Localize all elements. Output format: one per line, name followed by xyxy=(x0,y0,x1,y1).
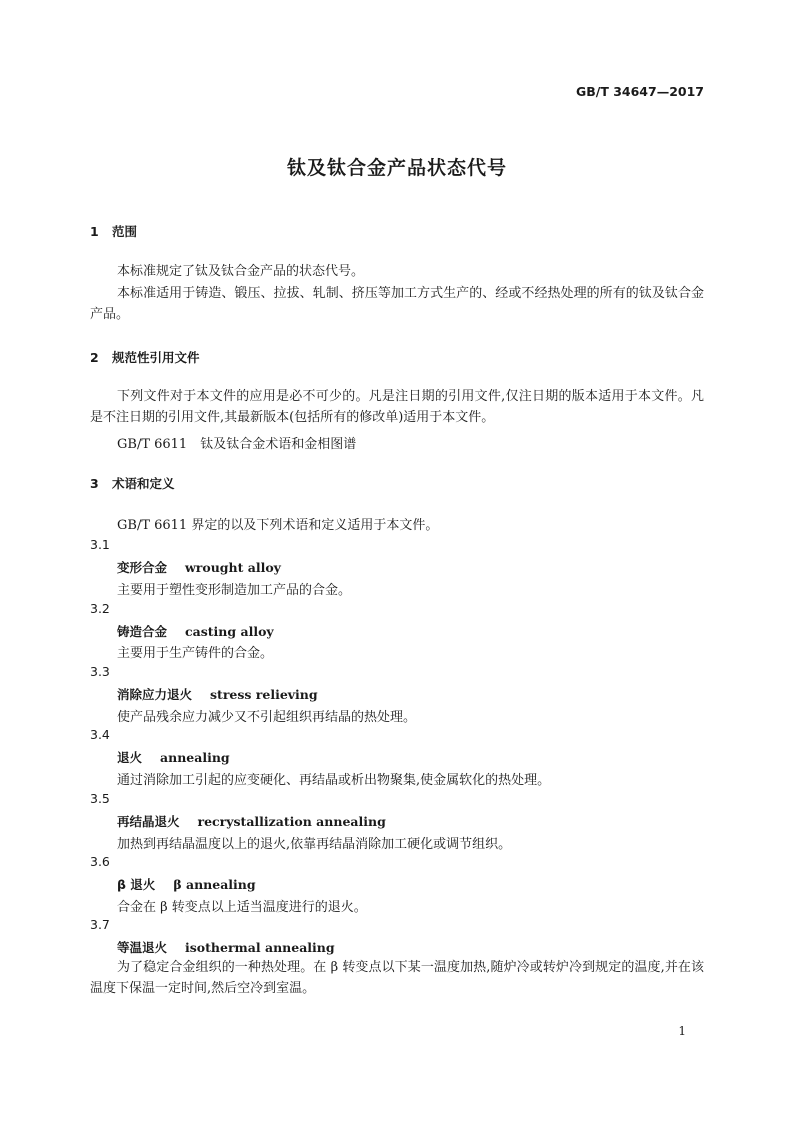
section-3-intro: GB/T 6611 界定的以及下列术语和定义适用于本文件。 xyxy=(117,518,439,533)
section-2-heading xyxy=(90,348,200,366)
term-number: 3.3 xyxy=(90,664,110,679)
term-name-zh: 消除应力退火 xyxy=(117,687,193,702)
term-definition: 使产品残余应力减少又不引起组织再结晶的热处理。 xyxy=(117,710,417,725)
document-title: 钛及钛合金产品状态代号 xyxy=(286,157,507,179)
term-name xyxy=(117,938,335,956)
section-3-heading xyxy=(90,474,175,492)
term-name xyxy=(117,812,386,830)
term-number: 3.5 xyxy=(90,791,110,806)
term-definition: 主要用于生产铸件的合金。 xyxy=(117,646,274,661)
term-number: 3.2 xyxy=(90,601,110,616)
term-name-en: annealing xyxy=(160,750,230,765)
term-name xyxy=(117,558,281,576)
page-number: 1 xyxy=(678,1024,686,1038)
term-name-en: β annealing xyxy=(173,877,256,892)
section-2-paragraph-1: 下列文件对于本文件的应用是必不可少的。凡是注日期的引用文件,仅注日期的版本适用于本文件。凡是不注日期的引用文件,其最新版本(包括所有的修改单)适用于本文件。 xyxy=(90,389,704,425)
standard-code: GB/T 34647—2017 xyxy=(575,84,704,99)
section-number: 3 xyxy=(90,476,99,491)
term-name-zh: 铸造合金 xyxy=(117,624,168,639)
section-1-paragraph-2: 本标准适用于铸造、锻压、拉拔、轧制、挤压等加工方式生产的、经或不经热处理的所有的钛及钛合金产品。 xyxy=(90,286,704,322)
term-name xyxy=(117,748,230,766)
term-number: 3.6 xyxy=(90,854,110,869)
section-1-heading xyxy=(90,222,137,240)
section-title: 范围 xyxy=(112,224,138,239)
section-title: 术语和定义 xyxy=(112,476,175,491)
term-number: 3.1 xyxy=(90,537,110,552)
term-name-en: casting alloy xyxy=(185,624,274,639)
term-number: 3.4 xyxy=(90,727,110,742)
term-number: 3.7 xyxy=(90,917,110,932)
term-name-en: wrought alloy xyxy=(185,560,281,575)
term-definition: 通过消除加工引起的应变硬化、再结晶或析出物聚集,使金属软化的热处理。 xyxy=(117,773,551,788)
term-definition: 主要用于塑性变形制造加工产品的合金。 xyxy=(117,583,352,598)
section-number: 2 xyxy=(90,350,99,365)
term-name-zh: 退火 xyxy=(117,750,143,765)
term-definition: 加热到再结晶温度以上的退火,依靠再结晶消除加工硬化或调节组织。 xyxy=(117,837,512,852)
term-name xyxy=(117,875,256,893)
section-title: 规范性引用文件 xyxy=(112,350,200,365)
term-name-en: stress relieving xyxy=(210,687,318,702)
term-name xyxy=(117,685,318,703)
section-number: 1 xyxy=(90,224,99,239)
section-1-paragraph-1: 本标准规定了钛及钛合金产品的状态代号。 xyxy=(117,264,365,279)
term-definition: 合金在 β 转变点以上适当温度进行的退火。 xyxy=(117,900,367,915)
term-name-zh: 等温退火 xyxy=(117,940,168,955)
normative-reference: GB/T 6611 钛及钛合金术语和金相图谱 xyxy=(117,437,357,452)
term-definition: 为了稳定合金组织的一种热处理。在 β 转变点以下某一温度加热,随炉冷或转炉冷到规定的温度,并在该温度下保温一定时间,然后空冷到室温。 xyxy=(90,960,704,996)
term-name-en: recrystallization annealing xyxy=(197,814,386,829)
term-name-zh: 再结晶退火 xyxy=(117,814,180,829)
term-name-zh: β 退火 xyxy=(117,877,156,892)
term-name-zh: 变形合金 xyxy=(117,560,168,575)
term-name-en: isothermal annealing xyxy=(185,940,335,955)
term-name xyxy=(117,622,274,640)
